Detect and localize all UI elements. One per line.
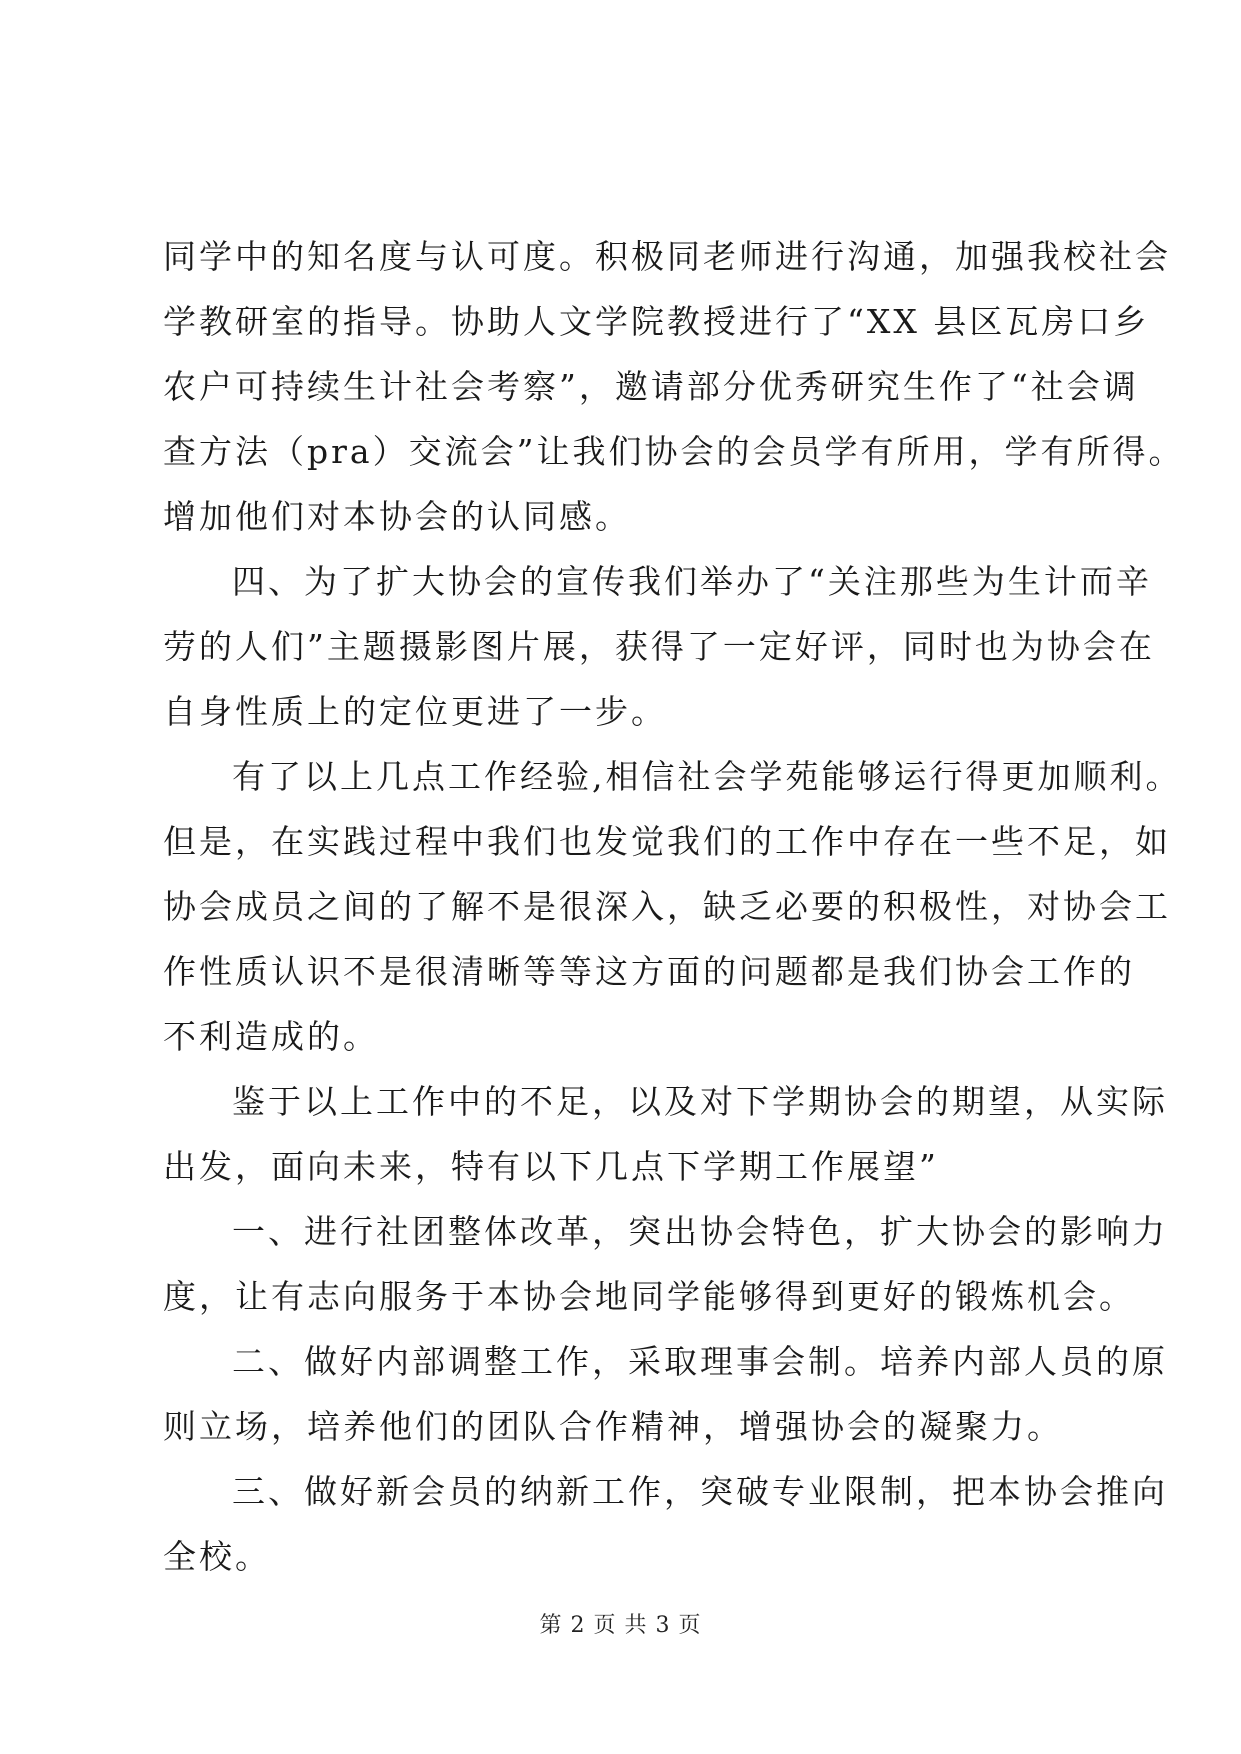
text-line: 一、进行社团整体改革，突出协会特色，扩大协会的影响力 [232, 1212, 1168, 1251]
document-body [163, 224, 1185, 1589]
text-line: 出发，面向未来，特有以下几点下学期工作展望” [163, 1147, 939, 1186]
text-line: 增加他们对本协会的认同感。 [163, 497, 631, 536]
paragraph [163, 1069, 1168, 1199]
text-line: 同学中的知名度与认可度。积极同老师进行沟通，加强我校社会 [163, 237, 1171, 276]
paragraph [163, 744, 1182, 1069]
text-line: 学教研室的指导。协助人文学院教授进行了“XX 县区瓦房口乡 [163, 302, 1150, 341]
text-line: 有了以上几点工作经验,相信社会学苑能够运行得更加顺利。 [232, 757, 1182, 796]
text-line: 劳的人们”主题摄影图片展，获得了一定好评，同时也为协会在 [163, 627, 1155, 666]
text-line: 但是，在实践过程中我们也发觉我们的工作中存在一些不足，如 [163, 822, 1171, 861]
text-line: 全校。 [163, 1537, 271, 1576]
page-footer: 第 2 页 共 3 页 [539, 1613, 702, 1638]
text-line: 度，让有志向服务于本协会地同学能够得到更好的锻炼机会。 [163, 1277, 1135, 1316]
text-line: 二、做好内部调整工作，采取理事会制。培养内部人员的原 [232, 1342, 1168, 1381]
text-line: 鉴于以上工作中的不足，以及对下学期协会的期望，从实际 [232, 1082, 1168, 1121]
paragraph [163, 1199, 1168, 1329]
paragraph [163, 1459, 1168, 1589]
text-line: 查方法（pra）交流会”让我们协会的会员学有所用，学有所得。 [163, 432, 1185, 471]
text-line: 自身性质上的定位更进了一步。 [163, 692, 667, 731]
text-line: 不利造成的。 [163, 1017, 379, 1056]
text-line: 作性质认识不是很清晰等等这方面的问题都是我们协会工作的 [163, 952, 1135, 991]
text-line: 农户可持续生计社会考察”，邀请部分优秀研究生作了“社会调 [163, 367, 1139, 406]
paragraph [163, 224, 1185, 549]
paragraph [163, 1329, 1168, 1459]
text-line: 三、做好新会员的纳新工作，突破专业限制，把本协会推向 [232, 1472, 1168, 1511]
paragraph [163, 549, 1155, 744]
text-line: 协会成员之间的了解不是很深入，缺乏必要的积极性，对协会工 [163, 887, 1171, 926]
text-line: 四、为了扩大协会的宣传我们举办了“关注那些为生计而辛 [232, 562, 1152, 601]
text-line: 则立场，培养他们的团队合作精神，增强协会的凝聚力。 [163, 1407, 1063, 1446]
